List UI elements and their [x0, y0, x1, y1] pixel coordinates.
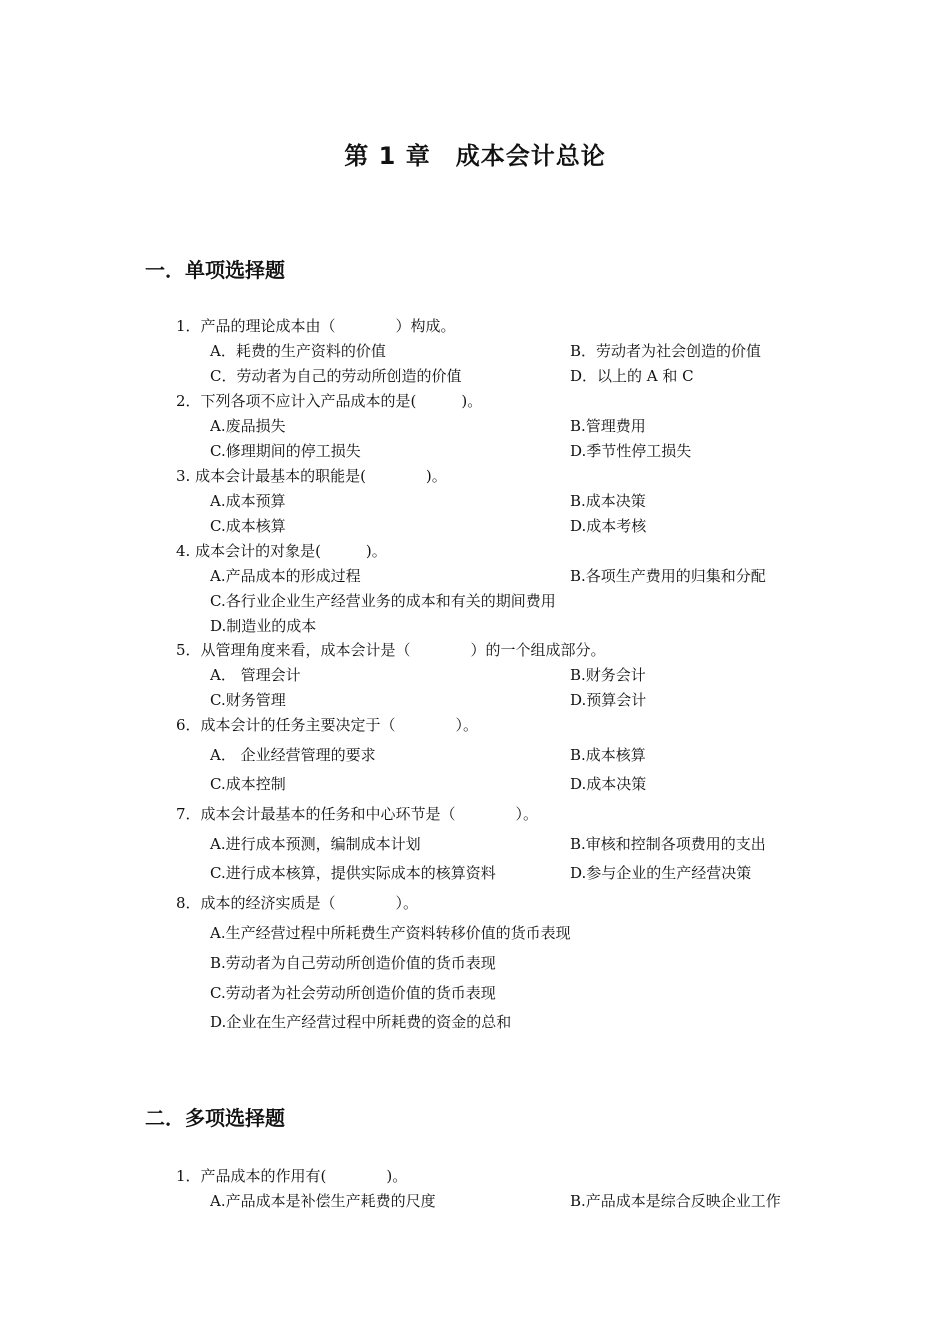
question-stem: 5．从管理角度来看，成本会计是（ ）的一个组成部分。: [176, 641, 606, 659]
option-c: C.财务管理: [210, 691, 286, 709]
option-a: A.成本预算: [210, 492, 286, 510]
option-d: D.参与企业的生产经营决策: [570, 864, 752, 882]
option-b: B.劳动者为自己劳动所创造价值的货币表现: [210, 954, 496, 972]
option-b: B.审核和控制各项费用的支出: [570, 835, 766, 853]
option-a: A． 企业经营管理的要求: [210, 746, 376, 764]
option-c: C.劳动者为社会劳动所创造价值的货币表现: [210, 984, 496, 1002]
option-d: D.成本决策: [570, 775, 647, 793]
option-b: B．劳动者为社会创造的价值: [570, 342, 762, 360]
option-b: B.管理费用: [570, 417, 646, 435]
option-c: C．劳动者为自己的劳动所创造的价值: [210, 367, 462, 385]
option-b: B.成本决策: [570, 492, 646, 510]
question-stem: 6．成本会计的任务主要决定于（ ）。: [176, 716, 479, 734]
option-d: D.制造业的成本: [210, 617, 317, 635]
option-c: C.各行业企业生产经营业务的成本和有关的期间费用: [210, 592, 556, 610]
option-a: A.产品成本的形成过程: [210, 567, 361, 585]
option-b: B.成本核算: [570, 746, 646, 764]
option-a: A.废品损失: [210, 417, 286, 435]
option-c: C.修理期间的停工损失: [210, 442, 361, 460]
option-d: D.成本考核: [570, 517, 647, 535]
option-b: B.各项生产费用的归集和分配: [570, 567, 766, 585]
section-title-single-choice: 一．单项选择题: [145, 258, 285, 282]
option-a: A． 管理会计: [210, 666, 301, 684]
question-stem: 3. 成本会计最基本的职能是( )。: [176, 467, 447, 485]
option-b: B.财务会计: [570, 666, 646, 684]
option-d: D．以上的 A 和 C: [570, 367, 694, 385]
option-a: A.进行成本预测，编制成本计划: [210, 835, 421, 853]
question-stem: 1．产品成本的作用有( )。: [176, 1167, 408, 1185]
chapter-title: 第 1 章 成本会计总论: [344, 142, 606, 170]
question-stem: 4. 成本会计的对象是( )。: [176, 542, 387, 560]
question-stem: 7．成本会计最基本的任务和中心环节是（ ）。: [176, 805, 539, 823]
option-a: A.生产经营过程中所耗费生产资料转移价值的货币表现: [210, 924, 571, 942]
section-title-multiple-choice: 二．多项选择题: [145, 1106, 285, 1130]
option-d: D.预算会计: [570, 691, 647, 709]
option-a: A．耗费的生产资料的价值: [210, 342, 386, 360]
option-c: C.成本核算: [210, 517, 286, 535]
option-d: D.季节性停工损失: [570, 442, 692, 460]
option-b: B.产品成本是综合反映企业工作: [570, 1192, 781, 1210]
question-stem: 8．成本的经济实质是（ ）。: [176, 894, 419, 912]
option-c: C.进行成本核算，提供实际成本的核算资料: [210, 864, 496, 882]
option-a: A.产品成本是补偿生产耗费的尺度: [210, 1192, 436, 1210]
question-stem: 1．产品的理论成本由（ ）构成。: [176, 317, 456, 335]
option-d: D.企业在生产经营过程中所耗费的资金的总和: [210, 1013, 512, 1031]
option-c: C.成本控制: [210, 775, 286, 793]
question-stem: 2．下列各项不应计入产品成本的是( )。: [176, 392, 483, 410]
